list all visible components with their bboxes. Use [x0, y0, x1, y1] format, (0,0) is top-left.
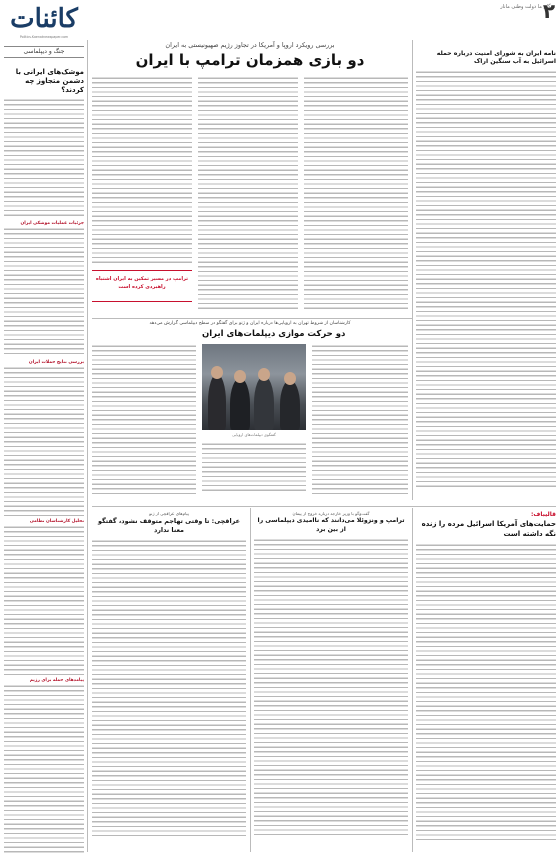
middle-kicker: کارشناسان از شروط تهران به اروپایی‌ها درباره ایران و ژنو برای گفتگو در سطح دیپلماسی گزارش می‌دهد: [149, 321, 351, 326]
left-subhead-4: پیامدهای حمله برای رژیم: [29, 678, 84, 683]
bottom-right-divider: [412, 508, 413, 852]
left-column-text-2: [4, 227, 84, 357]
section-label: جنگ و دیپلماسی: [23, 48, 65, 55]
masthead: [4, 4, 84, 68]
person-face: [258, 368, 270, 381]
bottom-middle-divider: [250, 508, 251, 852]
middle-headline: دو حرکت موازی دیپلمات‌های ایران: [202, 329, 346, 339]
tagline: Politics.Kaenatnewspaper.com: [19, 35, 69, 39]
left-subhead-2: بررسی نتایج حملات ایران: [28, 360, 84, 365]
middle-text-col-3: [202, 442, 306, 494]
middle-story: [92, 320, 408, 504]
right-column: [416, 50, 556, 500]
left-column-text-3: [4, 366, 84, 516]
main-kicker: بررسی رویکرد اروپا و آمریکا در تجاوز رژیم صهیونیستی به ایران: [165, 41, 335, 49]
bottom-right-text: [416, 543, 556, 843]
right-column-text: [416, 70, 556, 490]
person-face: [284, 372, 296, 385]
left-column-text-5: [4, 684, 84, 854]
main-headline: دو بازی همزمان ترامپ با ایران: [135, 51, 365, 69]
page-number: ۲: [542, 0, 556, 23]
person-face: [211, 366, 223, 379]
bottom-left-headline: عراقچی: تا وقتی تهاجم متوقف نشود، گفتگو معنا ندارد: [98, 517, 240, 534]
bottom-right-headline: حمایت‌های آمریکا اسرائیل مرده را زنده نگه داشته است: [421, 520, 556, 538]
logo: کائنات: [10, 4, 78, 34]
bottom-middle-story: [254, 510, 408, 852]
person-silhouette: [254, 376, 274, 430]
section-tab: [4, 46, 84, 58]
bottom-left-story: [92, 510, 246, 852]
right-column-headline: نامه ایران به شورای امنیت درباره حمله اسرائیل به آب سنگین اراک: [436, 50, 556, 66]
left-subhead-3: تحلیل کارشناسان نظامی: [29, 519, 84, 524]
person-silhouette: [208, 374, 226, 430]
top-strip: [415, 2, 555, 12]
left-column: [4, 68, 84, 852]
right-divider: [412, 40, 413, 500]
left-divider: [87, 40, 88, 852]
left-column-text-4: [4, 525, 84, 675]
main-text-col-2: [198, 76, 298, 310]
bottom-left-text: [92, 539, 246, 839]
main-pull-quote: [92, 270, 192, 302]
pull-quote-text: ترامپ در مسیر تمکین به ایران اشتباه راهبردی کرده است: [95, 276, 189, 290]
top-strip-text: هنگام ما دولت‌ وطنی مانار: [500, 4, 555, 10]
bottom-left-kicker: پیام‌های عراقچی از ژنو: [149, 511, 189, 516]
person-face: [234, 370, 246, 383]
left-column-text-1: [4, 98, 84, 218]
person-silhouette: [280, 380, 300, 430]
bottom-middle-headline: ترامپ و ونزوئلا می‌دانند که ناامیدی دیپلماسی را از بین برد: [257, 517, 405, 533]
middle-photo: [202, 344, 306, 430]
main-text-col-3: [92, 76, 192, 266]
main-story: [92, 40, 408, 315]
bottom-middle-text: [254, 538, 408, 838]
left-subhead-1: جزئیات عملیات موشکی ایران: [20, 221, 84, 226]
middle-top-rule: [92, 318, 412, 319]
bottom-middle-kicker: گفت‌وگو با وزیر خارجه درباره خروج از پیمان: [292, 511, 370, 516]
middle-text-col-1: [312, 344, 408, 494]
left-column-headline: موشک‌های ایرانی با دشمن متجاوز چه کردند؟: [15, 68, 84, 94]
bottom-right-story: [416, 510, 556, 852]
main-text-col-1: [304, 76, 408, 310]
middle-text-col-2: [92, 344, 196, 494]
bottom-right-kicker: قالیباف:: [531, 511, 556, 518]
bottom-top-rule: [92, 506, 556, 507]
photo-caption: گفتگوی دیپلمات‌های اروپایی: [232, 432, 276, 437]
person-silhouette: [230, 378, 250, 430]
